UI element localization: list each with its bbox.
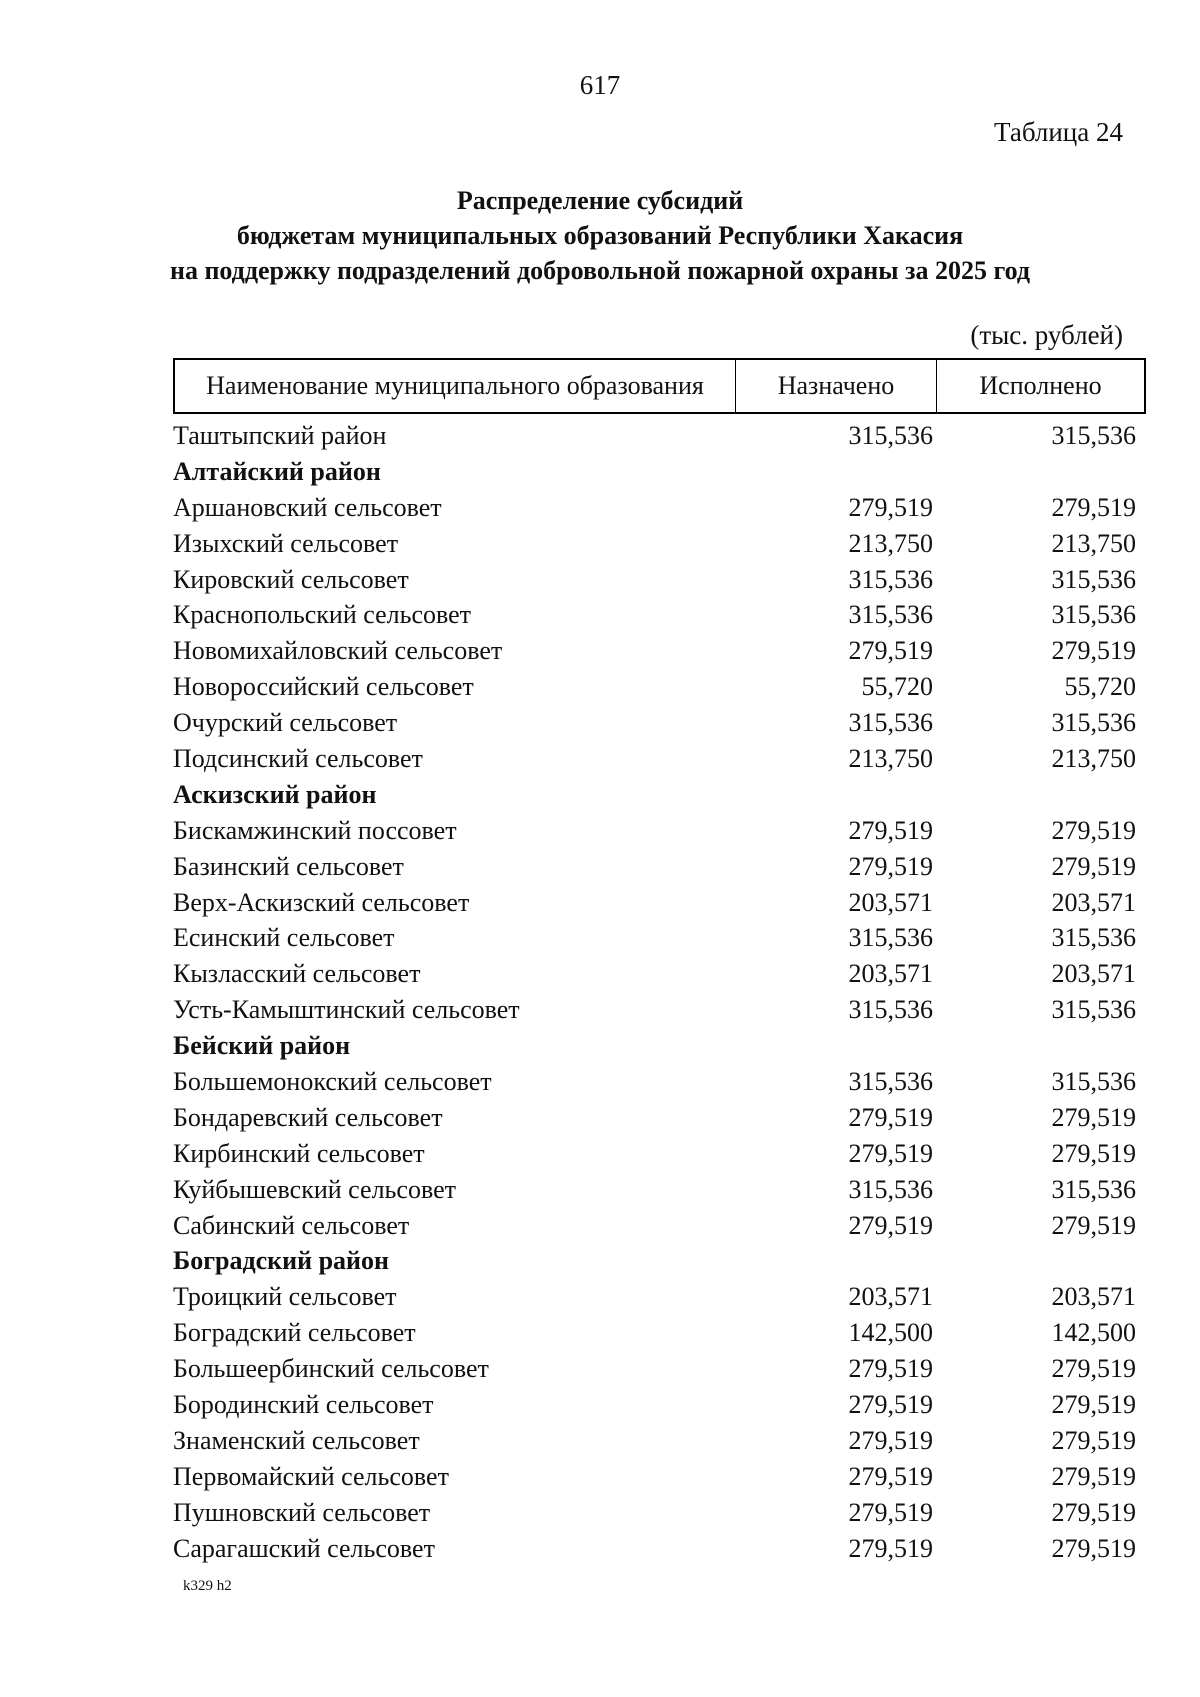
row-name-cell: Изыхский сельсовет xyxy=(173,528,399,558)
table-group-row xyxy=(173,1243,1136,1279)
footer-code: k329 h2 xyxy=(183,1578,232,1594)
row-name-cell: Бородинский сельсовет xyxy=(173,1389,434,1419)
table-row xyxy=(173,1423,1136,1459)
row-planned-cell: 315,536 xyxy=(848,708,933,738)
table-row xyxy=(173,490,1136,526)
row-name-cell: Новомихайловский сельсовет xyxy=(173,636,503,666)
row-name-cell: Большеербинский сельсовет xyxy=(173,1354,489,1384)
row-executed-cell: 203,571 xyxy=(1051,887,1136,917)
row-executed-cell: 279,519 xyxy=(1051,1354,1136,1384)
row-planned-cell: 279,519 xyxy=(848,1138,933,1168)
row-name-cell: Бейский район xyxy=(173,1031,351,1061)
title-line: Распределение субсидий xyxy=(456,186,744,215)
row-planned-cell: 315,536 xyxy=(848,1066,933,1096)
row-planned-cell: 315,536 xyxy=(848,1174,933,1204)
row-name-cell: Бискамжинский поссовет xyxy=(173,815,457,845)
row-planned-cell: 203,571 xyxy=(848,1282,933,1312)
table-row xyxy=(173,1459,1136,1495)
row-planned-cell: 279,519 xyxy=(848,851,933,881)
row-name-cell: Первомайский сельсовет xyxy=(173,1461,449,1491)
row-executed-cell: 315,536 xyxy=(1051,420,1136,450)
row-name-cell: Боградский сельсовет xyxy=(173,1318,416,1348)
table-row xyxy=(173,956,1136,992)
row-planned-cell: 279,519 xyxy=(848,636,933,666)
page-number: 617 xyxy=(579,70,621,100)
table-row xyxy=(173,526,1136,562)
table-row xyxy=(173,741,1136,777)
table-label: Таблица 24 xyxy=(994,117,1123,147)
row-name-cell: Куйбышевский сельсовет xyxy=(173,1174,456,1204)
title-line: на поддержку подразделений добровольной пожарной охраны за 2025 год xyxy=(169,256,1031,285)
row-name-cell: Аскизский район xyxy=(173,779,377,809)
table-row xyxy=(173,1387,1136,1423)
table-row xyxy=(173,1100,1136,1136)
row-executed-cell: 279,519 xyxy=(1051,1533,1136,1563)
row-name-cell: Подсинский сельсовет xyxy=(173,743,423,773)
row-name-cell: Пушновский сельсовет xyxy=(173,1497,431,1527)
row-planned-cell: 55,720 xyxy=(861,672,933,702)
column-header-name: Наименование муниципального образования xyxy=(175,360,736,412)
row-planned-cell: 315,536 xyxy=(848,995,933,1025)
table-row xyxy=(173,1531,1136,1567)
row-name-cell: Есинский сельсовет xyxy=(173,923,395,953)
row-executed-cell: 279,519 xyxy=(1051,1210,1136,1240)
row-name-cell: Боградский район xyxy=(173,1246,390,1276)
row-planned-cell: 279,519 xyxy=(848,1354,933,1384)
table-row xyxy=(173,633,1136,669)
row-name-cell: Новороссийский сельсовет xyxy=(173,672,474,702)
row-executed-cell: 55,720 xyxy=(1064,672,1136,702)
row-name-cell: Усть-Камыштинский сельсовет xyxy=(173,995,520,1025)
document-title xyxy=(0,183,1200,288)
table-row xyxy=(173,1172,1136,1208)
row-executed-cell: 203,571 xyxy=(1051,959,1136,989)
row-executed-cell: 315,536 xyxy=(1051,600,1136,630)
row-name-cell: Сабинский сельсовет xyxy=(173,1210,410,1240)
table-body xyxy=(173,418,1136,1567)
table-group-row xyxy=(173,777,1136,813)
table-row xyxy=(173,1279,1136,1315)
row-planned-cell: 279,519 xyxy=(848,1389,933,1419)
row-name-cell: Алтайский район xyxy=(173,456,381,486)
row-executed-cell: 279,519 xyxy=(1051,851,1136,881)
units-label: (тыс. рублей) xyxy=(970,320,1123,350)
table-row xyxy=(173,849,1136,885)
table-row xyxy=(173,992,1136,1028)
row-planned-cell: 315,536 xyxy=(848,420,933,450)
table-row xyxy=(173,1495,1136,1531)
row-executed-cell: 279,519 xyxy=(1051,1138,1136,1168)
row-executed-cell: 279,519 xyxy=(1051,636,1136,666)
row-name-cell: Краснопольский сельсовет xyxy=(173,600,472,630)
table-header xyxy=(173,358,1146,414)
row-name-cell: Большемонокский сельсовет xyxy=(173,1066,492,1096)
row-executed-cell: 279,519 xyxy=(1051,492,1136,522)
table-row xyxy=(173,1208,1136,1244)
table-row xyxy=(173,669,1136,705)
row-executed-cell: 279,519 xyxy=(1051,1461,1136,1491)
row-planned-cell: 279,519 xyxy=(848,815,933,845)
row-planned-cell: 315,536 xyxy=(848,923,933,953)
row-planned-cell: 279,519 xyxy=(848,1425,933,1455)
row-executed-cell: 142,500 xyxy=(1051,1318,1136,1348)
row-planned-cell: 213,750 xyxy=(848,528,933,558)
table-group-row xyxy=(173,454,1136,490)
row-name-cell: Знаменский сельсовет xyxy=(173,1425,420,1455)
row-executed-cell: 315,536 xyxy=(1051,564,1136,594)
row-name-cell: Бондаревский сельсовет xyxy=(173,1102,443,1132)
table-group-row xyxy=(173,1028,1136,1064)
row-executed-cell: 279,519 xyxy=(1051,1389,1136,1419)
table-row xyxy=(173,705,1136,741)
row-executed-cell: 279,519 xyxy=(1051,1425,1136,1455)
table-row xyxy=(173,562,1136,598)
table-row xyxy=(173,1064,1136,1100)
row-planned-cell: 315,536 xyxy=(848,600,933,630)
title-line: бюджетам муниципальных образований Республики Хакасия xyxy=(236,221,964,250)
row-planned-cell: 279,519 xyxy=(848,1497,933,1527)
row-name-cell: Таштыпский район xyxy=(173,420,387,450)
row-planned-cell: 279,519 xyxy=(848,1102,933,1132)
row-planned-cell: 203,571 xyxy=(848,887,933,917)
row-name-cell: Сарагашский сельсовет xyxy=(173,1533,435,1563)
row-name-cell: Троицкий сельсовет xyxy=(173,1282,397,1312)
table-row xyxy=(173,597,1136,633)
row-planned-cell: 142,500 xyxy=(848,1318,933,1348)
row-name-cell: Кирбинский сельсовет xyxy=(173,1138,425,1168)
row-executed-cell: 315,536 xyxy=(1051,1174,1136,1204)
column-header-planned: Назначено xyxy=(736,360,937,412)
row-executed-cell: 279,519 xyxy=(1051,1497,1136,1527)
row-executed-cell: 315,536 xyxy=(1051,1066,1136,1096)
row-executed-cell: 279,519 xyxy=(1051,815,1136,845)
row-executed-cell: 213,750 xyxy=(1051,528,1136,558)
row-planned-cell: 279,519 xyxy=(848,1461,933,1491)
table-row xyxy=(173,418,1136,454)
row-executed-cell: 203,571 xyxy=(1051,1282,1136,1312)
row-executed-cell: 279,519 xyxy=(1051,1102,1136,1132)
row-name-cell: Базинский сельсовет xyxy=(173,851,404,881)
row-name-cell: Верх-Аскизский сельсовет xyxy=(173,887,470,917)
row-name-cell: Аршановский сельсовет xyxy=(173,492,442,522)
row-name-cell: Кировский сельсовет xyxy=(173,564,409,594)
table-row xyxy=(173,813,1136,849)
row-executed-cell: 213,750 xyxy=(1051,743,1136,773)
row-executed-cell: 315,536 xyxy=(1051,708,1136,738)
row-executed-cell: 315,536 xyxy=(1051,995,1136,1025)
row-name-cell: Кызласский сельсовет xyxy=(173,959,421,989)
table-row xyxy=(173,885,1136,921)
table-row xyxy=(173,1315,1136,1351)
row-name-cell: Очурский сельсовет xyxy=(173,708,398,738)
row-executed-cell: 315,536 xyxy=(1051,923,1136,953)
row-planned-cell: 279,519 xyxy=(848,1533,933,1563)
row-planned-cell: 315,536 xyxy=(848,564,933,594)
table-row xyxy=(173,1351,1136,1387)
row-planned-cell: 203,571 xyxy=(848,959,933,989)
column-header-executed: Исполнено xyxy=(979,371,1102,400)
row-planned-cell: 279,519 xyxy=(848,1210,933,1240)
row-planned-cell: 279,519 xyxy=(848,492,933,522)
table-row xyxy=(173,920,1136,956)
row-planned-cell: 213,750 xyxy=(848,743,933,773)
table-row xyxy=(173,1136,1136,1172)
